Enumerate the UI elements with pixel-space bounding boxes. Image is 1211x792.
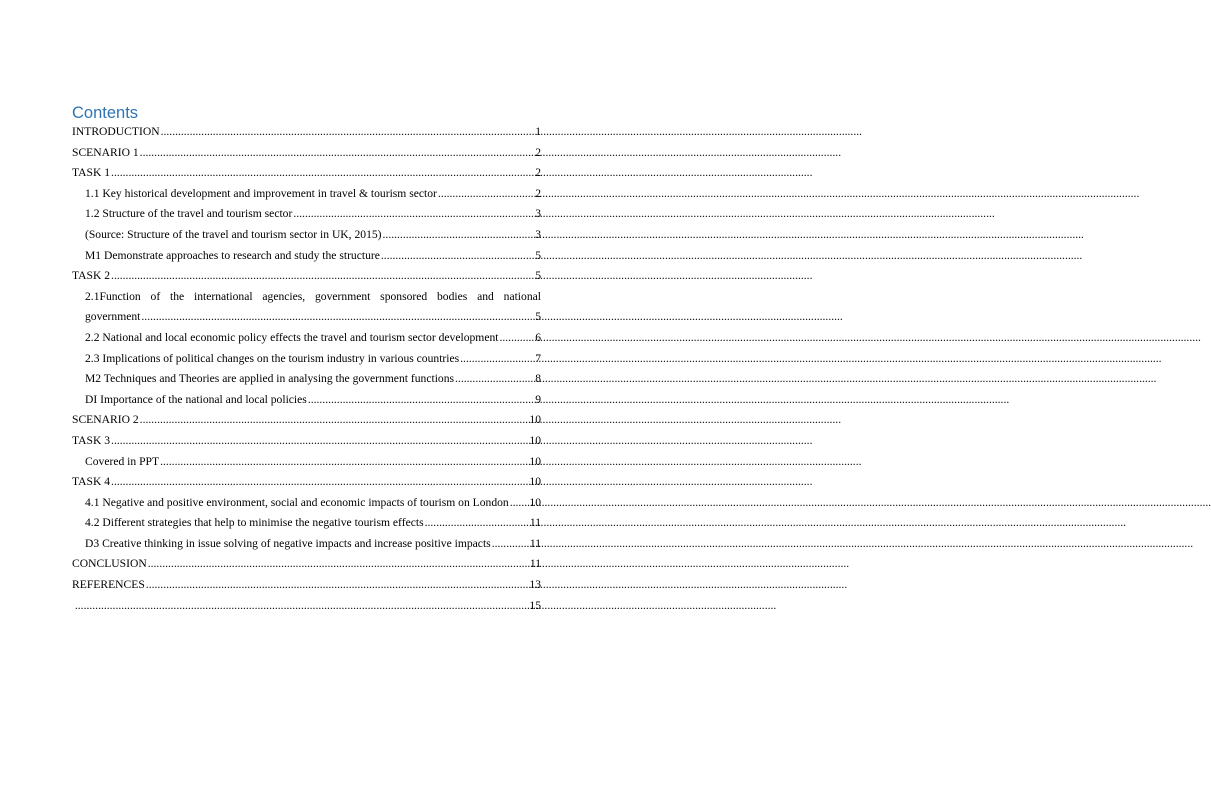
toc-entry-task-4[interactable] xyxy=(72,473,541,494)
toc-entry-page: 9 xyxy=(535,392,541,406)
toc-entry-page: 13 xyxy=(529,578,541,592)
dot-leader xyxy=(111,164,534,181)
toc-entry-page: 11 xyxy=(529,516,541,530)
toc-entry-page: 2 xyxy=(535,166,541,180)
dot-leader xyxy=(425,514,529,531)
toc-entry-2-2[interactable] xyxy=(85,329,541,350)
toc-entry-scenario-2[interactable] xyxy=(72,411,541,432)
toc-entry-d1[interactable] xyxy=(85,391,541,412)
toc-entry-1-2[interactable] xyxy=(85,205,541,226)
dot-leader xyxy=(111,432,528,449)
toc-entry-label: TASK 3 xyxy=(72,433,111,447)
toc-entry-page: 2 xyxy=(535,186,541,200)
table-of-contents xyxy=(72,123,541,617)
toc-entry-page: 11 xyxy=(529,557,541,571)
toc-entry-label: CONCLUSION xyxy=(72,557,147,571)
toc-entry-references[interactable] xyxy=(72,576,541,597)
toc-entry-label: 4.1 Negative and positive environment, social and economic impacts of tourism on London xyxy=(85,495,509,509)
toc-entry-4-1[interactable] xyxy=(85,494,541,515)
dot-leader xyxy=(141,308,534,325)
toc-entry-page: 10 xyxy=(529,454,541,468)
toc-entry-label: 1.1 Key historical development and improvement in travel & tourism sector xyxy=(85,186,437,200)
toc-entry-page: 5 xyxy=(535,248,541,262)
toc-entry-label: DI Importance of the national and local policies xyxy=(85,392,307,406)
toc-entry-label: TASK 1 xyxy=(72,166,111,180)
dot-leader xyxy=(161,123,535,140)
toc-entry-page: 15 xyxy=(529,598,541,612)
dot-leader xyxy=(492,535,529,552)
toc-entry-1-1[interactable] xyxy=(85,185,541,206)
dot-leader xyxy=(140,144,535,161)
contents-heading: Contents xyxy=(72,104,139,122)
toc-entry-2-1[interactable] xyxy=(85,288,541,329)
dot-leader xyxy=(160,453,528,470)
dot-leader xyxy=(308,391,534,408)
dot-leader xyxy=(510,494,529,511)
toc-entry-page: 10 xyxy=(529,475,541,489)
toc-entry-label: M2 Techniques and Theories are applied in analysing the government functions xyxy=(85,372,455,386)
dot-leader xyxy=(381,247,534,264)
dot-leader xyxy=(455,370,534,387)
dot-leader xyxy=(111,473,528,490)
toc-entry-page: 3 xyxy=(535,207,541,221)
toc-entry-label: 2.2 National and local economic policy effects the travel and tourism sector development xyxy=(85,330,499,344)
dot-leader xyxy=(75,597,529,614)
dot-leader xyxy=(499,329,534,346)
toc-entry-untitled[interactable] xyxy=(72,597,541,618)
toc-entry-conclusion[interactable] xyxy=(72,555,541,576)
toc-entry-page: 2 xyxy=(535,145,541,159)
toc-entry-page: 10 xyxy=(529,433,541,447)
toc-entry-page: 3 xyxy=(535,227,541,241)
toc-entry-page: 7 xyxy=(535,351,541,365)
toc-entry-label: D3 Creative thinking in issue solving of negative impacts and increase positive impacts xyxy=(85,536,491,550)
toc-entry-label: TASK 4 xyxy=(72,475,111,489)
toc-entry-covered-in-ppt[interactable] xyxy=(85,453,541,474)
toc-entry-page: 11 xyxy=(529,536,541,550)
dot-leader xyxy=(383,226,535,243)
toc-entry-task-1[interactable] xyxy=(72,164,541,185)
toc-entry-label-line1: 2.1Function of the international agencies, government sponsored bodies and national xyxy=(85,289,541,303)
toc-entry-m1[interactable] xyxy=(85,247,541,268)
dot-leader xyxy=(148,555,529,572)
toc-entry-task-2[interactable] xyxy=(72,267,541,288)
dot-leader xyxy=(140,411,529,428)
toc-entry-label: 4.2 Different strategies that help to minimise the negative tourism effects xyxy=(85,516,424,530)
toc-entry-source[interactable] xyxy=(85,226,541,247)
toc-entry-label: SCENARIO 2 xyxy=(72,413,139,427)
toc-entry-page: 6 xyxy=(535,330,541,344)
toc-entry-m2[interactable] xyxy=(85,370,541,391)
toc-entry-2-3[interactable] xyxy=(85,350,541,371)
toc-entry-label: SCENARIO 1 xyxy=(72,145,139,159)
dot-leader xyxy=(146,576,529,593)
toc-entry-4-2[interactable] xyxy=(85,514,541,535)
toc-entry-label: REFERENCES xyxy=(72,578,145,592)
toc-entry-scenario-1[interactable] xyxy=(72,144,541,165)
dot-leader xyxy=(293,205,534,222)
toc-entry-label: 1.2 Structure of the travel and tourism sector xyxy=(85,207,293,221)
dot-leader xyxy=(460,350,534,367)
dot-leader xyxy=(111,267,534,284)
toc-entry-label: M1 Demonstrate approaches to research and study the structure xyxy=(85,248,380,262)
toc-entry-label: 2.3 Implications of political changes on the tourism industry in various countries xyxy=(85,351,460,365)
dot-leader xyxy=(438,185,534,202)
toc-entry-task-3[interactable] xyxy=(72,432,541,453)
toc-entry-label-line2: government xyxy=(85,310,141,324)
toc-entry-page: 10 xyxy=(529,413,541,427)
toc-entry-page: 10 xyxy=(529,495,541,509)
toc-entry-label xyxy=(72,597,74,614)
toc-entry-page: 1 xyxy=(535,125,541,138)
toc-entry-label: INTRODUCTION xyxy=(72,125,160,138)
toc-entry-label: Covered in PPT xyxy=(85,454,160,468)
toc-entry-page: 5 xyxy=(535,310,541,324)
toc-entry-page: 5 xyxy=(535,269,541,283)
toc-entry-d3[interactable] xyxy=(85,535,541,556)
toc-entry-introduction[interactable] xyxy=(72,123,541,144)
toc-entry-page: 8 xyxy=(535,372,541,386)
toc-entry-label: TASK 2 xyxy=(72,269,111,283)
toc-entry-label: (Source: Structure of the travel and tourism sector in UK, 2015) xyxy=(85,227,382,241)
